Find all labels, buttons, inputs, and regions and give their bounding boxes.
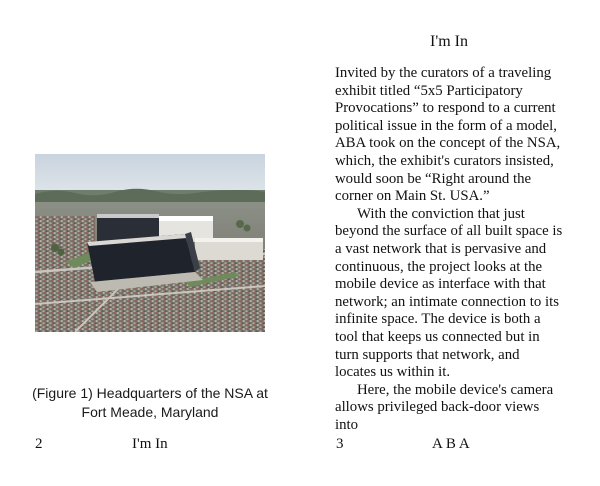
figure-photo bbox=[35, 154, 265, 332]
figure-caption-line1: (Figure 1) Headquarters of the NSA at bbox=[32, 385, 268, 401]
body-text bbox=[335, 65, 563, 434]
body-paragraph: Here, the mobile device's camera allows privileged back-door views into bbox=[335, 381, 554, 433]
right-page-number: 3 bbox=[336, 436, 344, 452]
left-running-title: I'm In bbox=[132, 436, 168, 452]
left-page-number: 2 bbox=[35, 436, 43, 452]
right-running-author: ABA bbox=[432, 436, 473, 452]
body-paragraph: With the conviction that just beyond the surface of all built space is a vast network that is pervasive and continuous, the project looks at the mobile device as interface with that network; an intimate connection to its infinite space. The device is both a tool that keeps us connected but in turn supports that network, and locates us within it. bbox=[335, 205, 563, 381]
figure-caption bbox=[28, 384, 272, 422]
chapter-title: I'm In bbox=[430, 33, 468, 50]
figure-caption-line2: Fort Meade, Maryland bbox=[81, 404, 219, 420]
nsa-headquarters-photo-icon bbox=[35, 154, 265, 332]
body-paragraph: Invited by the curators of a traveling exhibit titled “5x5 Participatory Provocations” to respond to a current political issue in the form of a model, ABA took on the concept of the NSA, which, the exhibit's curators insisted, would soon be “Right around the corner on Main St. USA.” bbox=[335, 65, 561, 205]
